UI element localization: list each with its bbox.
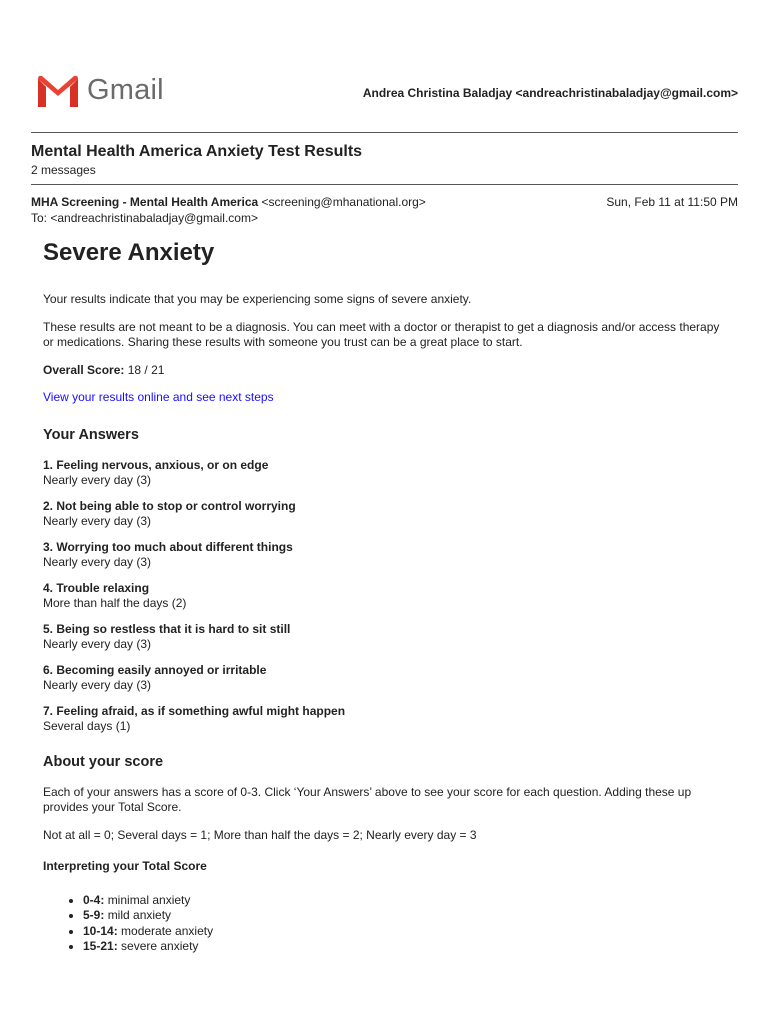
answer-question: 7. Feeling afraid, as if something awful might happen: [43, 703, 346, 718]
score-range: 15-21:: [83, 939, 118, 953]
answer-item: [43, 622, 733, 653]
result-title: Severe Anxiety: [43, 239, 215, 266]
message-date: Sun, Feb 11 at 11:50 PM: [606, 195, 738, 209]
answer-question: 4. Trouble relaxing: [43, 580, 150, 595]
score-range-label: severe anxiety: [121, 939, 199, 953]
gmail-logo-icon: [36, 73, 80, 109]
answer-question: 2. Not being able to stop or control worrying: [43, 498, 296, 513]
score-range-item: [83, 893, 733, 909]
answer-response: Several days (1): [43, 719, 131, 733]
answer-response: Nearly every day (3): [43, 678, 152, 692]
result-disclaimer: These results are not meant to be a diagnosis. You can meet with a doctor or therapist to get a diagnosis and/or access therapy or medications. Sharing these results with someone you trust can be a great place to start.: [43, 319, 720, 349]
gmail-wordmark: Gmail: [87, 74, 164, 106]
message-body: [43, 238, 733, 955]
score-range-label: minimal anxiety: [107, 892, 191, 907]
answer-response: More than half the days (2): [43, 596, 187, 610]
overall-score: [43, 363, 733, 379]
thread-subject: Mental Health America Anxiety Test Results: [31, 143, 363, 160]
answer-item: [43, 581, 733, 612]
answer-response: Nearly every day (3): [43, 555, 152, 569]
about-score-heading: About your score: [43, 753, 164, 770]
answer-question: 6. Becoming easily annoyed or irritable: [43, 662, 267, 677]
answer-question: 1. Feeling nervous, anxious, or on edge: [43, 457, 269, 472]
gmail-header: [31, 70, 738, 120]
answer-item: [43, 499, 733, 530]
answer-response: Nearly every day (3): [43, 473, 152, 487]
sender-email: <screening@mhanational.org>: [261, 195, 426, 209]
score-range-label: moderate anxiety: [121, 923, 214, 938]
answer-item: [43, 458, 733, 489]
score-scale: Not at all = 0; Several days = 1; More than half the days = 2; Nearly every day = 3: [43, 827, 477, 842]
answer-response: Nearly every day (3): [43, 637, 152, 651]
answer-question: 5. Being so restless that it is hard to sit still: [43, 621, 291, 636]
subject-divider: [31, 184, 738, 185]
message-count: 2 messages: [31, 163, 96, 177]
interpreting-heading: Interpreting your Total Score: [43, 859, 207, 873]
account-identity: Andrea Christina Baladjay <andreachristinabaladjay@gmail.com>: [362, 86, 738, 100]
answer-item: [43, 704, 733, 735]
score-range: 0-4:: [83, 892, 105, 907]
score-range: 10-14:: [83, 923, 118, 938]
answer-question: 3. Worrying too much about different things: [43, 539, 293, 554]
score-range-label: mild anxiety: [107, 908, 172, 922]
about-score-text: Each of your answers has a score of 0-3. Click ‘Your Answers’ above to see your score for each question. Adding these up provides your Total Score.: [43, 784, 692, 814]
view-results-link[interactable]: View your results online and see next steps: [43, 390, 274, 404]
score-ranges-list: [43, 893, 733, 955]
score-range-item: [83, 924, 733, 940]
overall-score-label: Overall Score:: [43, 362, 125, 377]
score-range-item: [83, 908, 733, 924]
overall-score-value: 18 / 21: [127, 362, 165, 377]
answer-item: [43, 663, 733, 694]
sender-name: MHA Screening - Mental Health America: [31, 195, 259, 209]
message-recipient: To: <andreachristinabaladjay@gmail.com>: [31, 211, 258, 225]
score-range-item: [83, 939, 733, 955]
result-intro: Your results indicate that you may be experiencing some signs of severe anxiety.: [43, 292, 472, 306]
header-divider: [31, 132, 738, 133]
message-sender: [31, 195, 426, 209]
answer-item: [43, 540, 733, 571]
score-range: 5-9:: [83, 908, 105, 922]
answer-response: Nearly every day (3): [43, 514, 152, 528]
answers-heading: Your Answers: [43, 426, 139, 443]
